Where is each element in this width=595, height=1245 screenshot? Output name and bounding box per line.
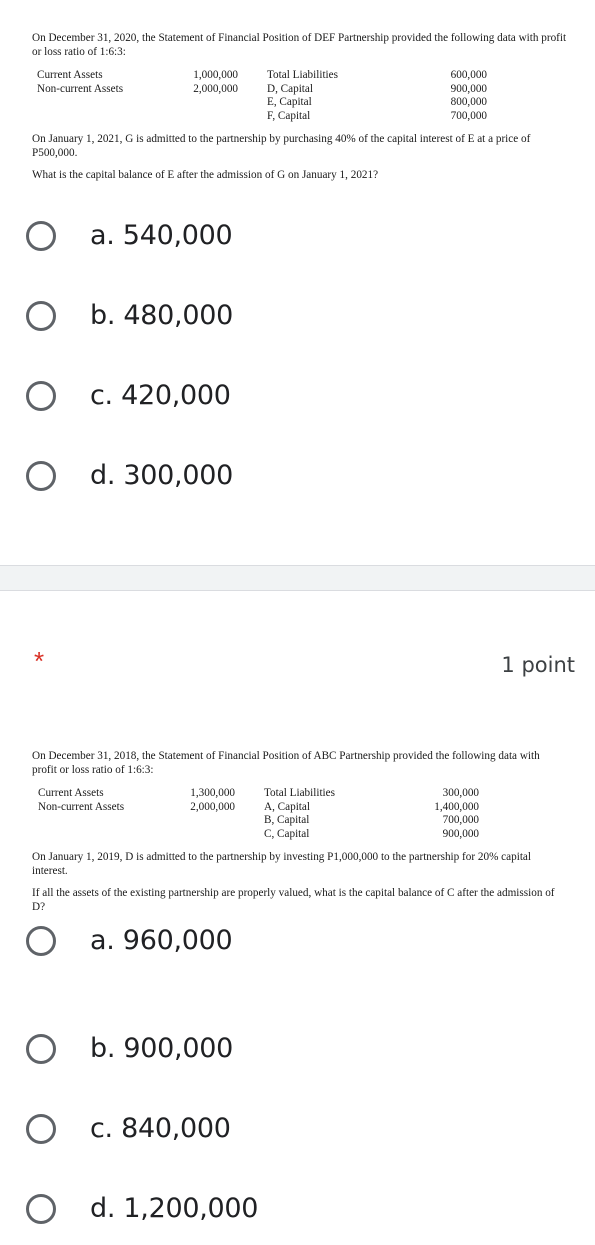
q2-asset-label: Non-current Assets (38, 800, 125, 813)
radio-button[interactable] (26, 301, 56, 331)
q1-question: What is the capital balance of E after the admission of G on January 1, 2021? (32, 169, 379, 181)
question-1-image (32, 32, 567, 183)
q1-equity-value: 600,000 (450, 69, 487, 81)
q2-option-b[interactable] (26, 1033, 233, 1064)
q2-equity-value: 300,000 (442, 787, 479, 799)
radio-button[interactable] (26, 1034, 56, 1064)
option-label: b. 900,000 (90, 1033, 233, 1064)
option-label: c. 420,000 (90, 380, 231, 411)
radio-button[interactable] (26, 926, 56, 956)
option-label: b. 480,000 (90, 300, 233, 331)
q1-option-a[interactable] (26, 220, 232, 251)
q1-financial-table (32, 69, 567, 125)
option-label: d. 1,200,000 (90, 1193, 259, 1224)
q2-event: On January 1, 2019, D is admitted to the partnership by investing P1,000,000 to the partnership for 20% capital interest. (32, 851, 531, 877)
option-label: d. 300,000 (90, 460, 233, 491)
q2-option-a[interactable] (26, 925, 232, 956)
question-separator (0, 565, 595, 591)
radio-button[interactable] (26, 381, 56, 411)
q1-equity-value: 900,000 (450, 82, 487, 95)
option-label: a. 540,000 (90, 220, 233, 251)
q2-question: If all the assets of the existing partnership are properly valued, what is the capital balance of C after the admission of D? (32, 887, 555, 913)
radio-button[interactable] (26, 221, 56, 251)
q1-asset-value: 1,000,000 (193, 69, 238, 81)
q1-option-d[interactable] (26, 460, 233, 491)
q1-equity-label: D, Capital (267, 82, 313, 95)
q1-option-c[interactable] (26, 380, 231, 411)
q2-equity-label: Total Liabilities (264, 787, 335, 799)
q1-asset-value: 2,000,000 (193, 82, 238, 95)
q2-equity-value: 1,400,000 (434, 800, 479, 813)
q1-asset-label: Current Assets (37, 69, 103, 81)
q1-equity-value: 800,000 (450, 96, 487, 108)
q1-equity-label: E, Capital (267, 96, 312, 108)
q1-option-b[interactable] (26, 300, 233, 331)
q2-asset-value: 1,300,000 (190, 787, 235, 799)
q1-equity-value: 700,000 (450, 109, 487, 122)
q2-equity-label: A, Capital (264, 800, 310, 813)
q2-equity-value: 900,000 (442, 827, 479, 840)
q2-equity-value: 700,000 (442, 814, 479, 826)
points-label: 1 point (501, 653, 575, 677)
required-asterisk: * (34, 646, 45, 676)
q2-asset-label: Current Assets (38, 787, 104, 799)
q2-asset-value: 2,000,000 (190, 800, 235, 813)
q2-equity-label: B, Capital (264, 814, 310, 826)
option-label: a. 960,000 (90, 925, 233, 956)
radio-button[interactable] (26, 461, 56, 491)
option-label: c. 840,000 (90, 1113, 231, 1144)
q1-intro: On December 31, 2020, the Statement of Financial Position of DEF Partnership provided the following data with profit or loss ratio of 1:6:3: (32, 32, 567, 58)
radio-button[interactable] (26, 1194, 56, 1224)
q1-equity-label: F, Capital (267, 109, 311, 122)
q2-equity-label: C, Capital (264, 827, 310, 840)
question-2-image (32, 750, 567, 914)
radio-button[interactable] (26, 1114, 56, 1144)
q2-intro: On December 31, 2018, the Statement of Financial Position of ABC Partnership provided the following data with profit or loss ratio of 1:6:3: (32, 750, 540, 776)
q1-asset-label: Non-current Assets (37, 82, 124, 95)
q2-financial-table (32, 787, 567, 843)
q2-option-d[interactable] (26, 1193, 258, 1224)
q2-option-c[interactable] (26, 1113, 231, 1144)
q1-equity-label: Total Liabilities (267, 69, 338, 81)
q1-event: On January 1, 2021, G is admitted to the partnership by purchasing 40% of the capital interest of E at a price of P500,000. (32, 133, 531, 159)
